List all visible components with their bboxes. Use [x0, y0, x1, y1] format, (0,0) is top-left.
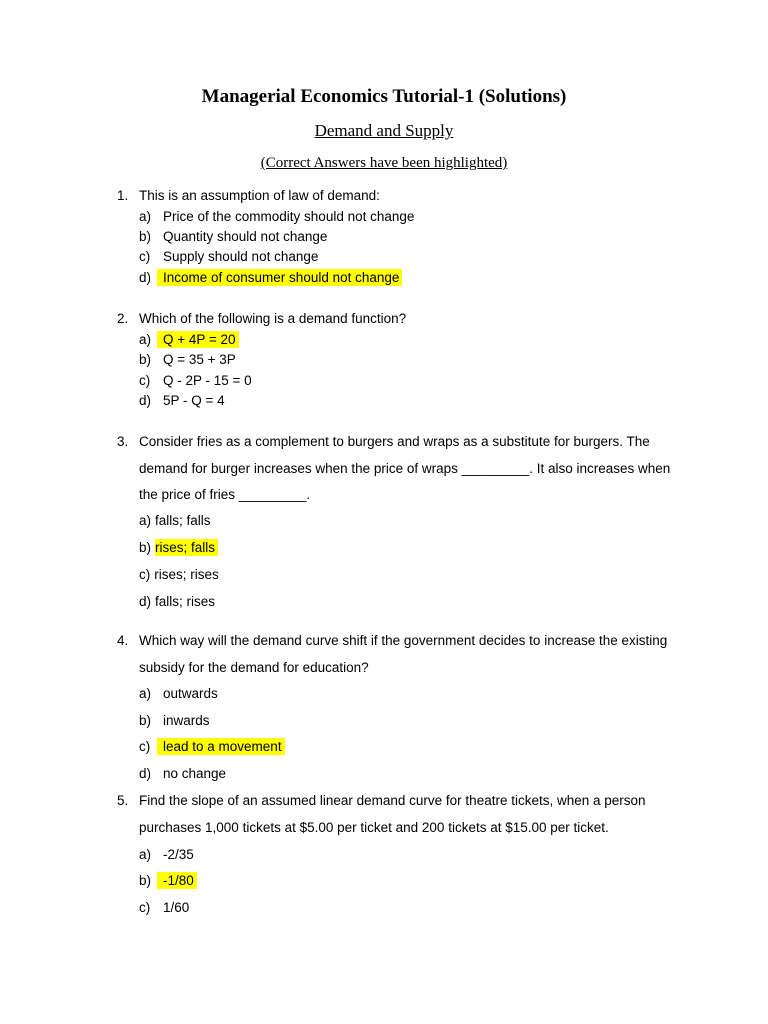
option-letter: d) — [139, 766, 152, 781]
option-1d — [139, 268, 402, 288]
option-text: Supply should not change — [163, 249, 319, 264]
option-letter: a) — [139, 209, 152, 224]
option-letter: c) — [139, 249, 151, 264]
option-letter: b) — [139, 713, 152, 728]
question-5 — [117, 788, 677, 841]
option-4c — [139, 737, 285, 757]
option-letter: c) — [139, 739, 151, 754]
option-4d — [139, 764, 226, 784]
option-letter: a) — [139, 332, 152, 347]
option-4a — [139, 684, 218, 704]
question-number: 2. — [117, 311, 129, 326]
question-number: 4. — [117, 633, 129, 648]
option-2d — [139, 391, 225, 411]
question-text: Which way will the demand curve shift if the government decides to increase the existing subsidy for the demand for education? — [139, 633, 668, 675]
question-number: 3. — [117, 434, 129, 449]
page-subtitle: Demand and Supply — [314, 121, 454, 140]
question-2 — [117, 309, 677, 329]
option-letter: c) — [139, 373, 151, 388]
highlight-note: (Correct Answers have been highlighted) — [260, 155, 508, 171]
correct-answer-highlight: Income of consumer should not change — [157, 269, 402, 286]
option-text: inwards — [163, 713, 210, 728]
option-letter: a) — [139, 513, 152, 528]
option-5b — [139, 871, 197, 891]
option-text: Quantity should not change — [163, 229, 328, 244]
question-text: Consider fries as a complement to burgers and wraps as a substitute for burgers. The demand for burger increases when the price of wraps _________. It also increases when the price of fries _________. — [139, 434, 671, 502]
option-text: no change — [163, 766, 227, 781]
option-letter: b) — [139, 873, 152, 888]
option-text: outwards — [163, 686, 218, 701]
option-5a — [139, 845, 194, 865]
option-letter: c) — [139, 567, 151, 582]
question-text: Which of the following is a demand function? — [139, 311, 407, 326]
correct-answer-highlight: -1/80 — [157, 872, 197, 889]
option-3c — [139, 565, 219, 585]
question-text: Find the slope of an assumed linear demand curve for theatre tickets, when a person purchases 1,000 tickets at $5.00 per ticket and 200 tickets at $15.00 per ticket. — [139, 793, 646, 835]
option-text: falls; falls — [155, 513, 211, 528]
correct-answer-highlight: lead to a movement — [157, 738, 285, 755]
page-title: Managerial Economics Tutorial-1 (Solutions) — [201, 86, 567, 107]
question-3 — [117, 429, 677, 509]
option-text: Price of the commodity should not change — [163, 209, 415, 224]
option-letter: a) — [139, 686, 152, 701]
option-text: -2/35 — [163, 847, 194, 862]
option-letter: d) — [139, 393, 152, 408]
question-4 — [117, 628, 677, 681]
option-3d — [139, 592, 215, 612]
option-2b — [139, 350, 236, 370]
option-text: 1/60 — [163, 900, 190, 915]
option-1c — [139, 247, 318, 267]
correct-answer-highlight: Q + 4P = 20 — [157, 331, 239, 348]
option-text: Q = 35 + 3P — [163, 352, 236, 367]
option-2a — [139, 330, 239, 350]
option-letter: d) — [139, 270, 152, 285]
option-5c — [139, 898, 189, 918]
option-letter: b) — [139, 352, 152, 367]
question-1 — [117, 186, 677, 206]
option-2c — [139, 371, 252, 391]
option-3a — [139, 511, 211, 531]
option-3b — [139, 538, 218, 558]
question-text: This is an assumption of law of demand: — [139, 188, 380, 203]
question-number: 5. — [117, 793, 129, 808]
option-letter: b) — [139, 229, 152, 244]
option-letter: c) — [139, 900, 151, 915]
question-number: 1. — [117, 188, 129, 203]
option-1a — [139, 207, 414, 227]
option-1b — [139, 227, 327, 247]
option-letter: a) — [139, 847, 152, 862]
option-text: falls; rises — [155, 594, 216, 609]
option-letter: d) — [139, 594, 152, 609]
option-4b — [139, 711, 210, 731]
option-letter: b) — [139, 540, 152, 555]
option-text: 5P - Q = 4 — [163, 393, 225, 408]
option-text: Q - 2P - 15 = 0 — [163, 373, 252, 388]
option-text: rises; rises — [154, 567, 219, 582]
correct-answer-highlight: rises; falls — [155, 539, 218, 556]
